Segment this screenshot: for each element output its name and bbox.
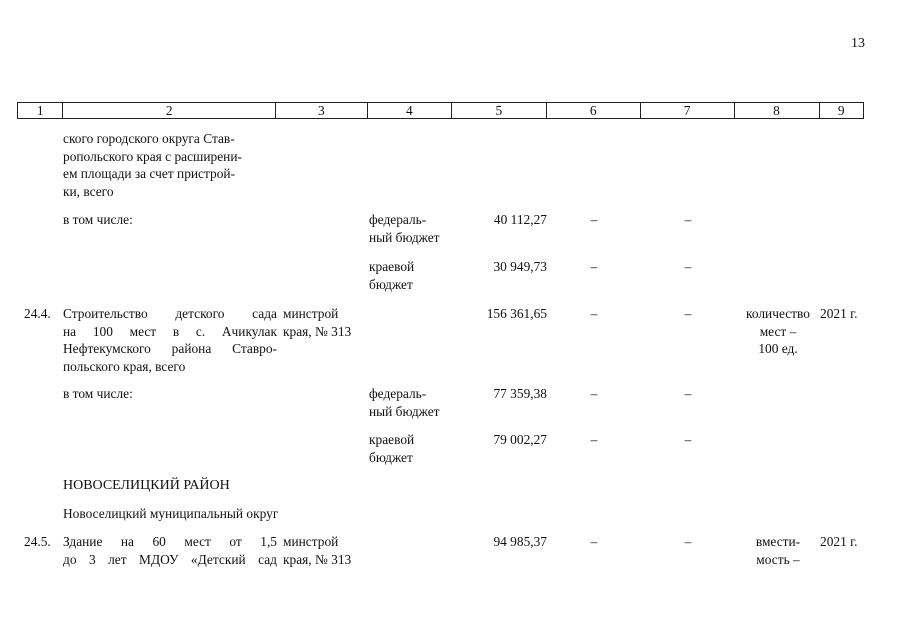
row-24-4-name-line: Нефтекумского района Ставро- — [63, 341, 277, 356]
col-header-5: 5 — [452, 103, 547, 118]
col-header-6: 6 — [547, 103, 641, 118]
source-line: федераль- — [369, 386, 427, 401]
row-cont-name — [63, 130, 242, 200]
sub2-reg-col7: – — [684, 432, 692, 447]
indicator-line: мость – — [756, 551, 800, 567]
row-24-5-name-line: Здание на 60 мест от 1,5 — [63, 534, 277, 549]
row-24-5-amount: 94 985,37 — [493, 534, 547, 549]
sub2-fed-col7: – — [684, 386, 692, 401]
sub1-label: в том числе: — [63, 212, 133, 227]
district-subheading: Новоселицкий муниципальный округ — [63, 506, 279, 521]
sub2-reg-col6: – — [590, 432, 598, 447]
sub2-reg-source — [369, 431, 414, 466]
row-24-4-name-line: польского края, всего — [63, 358, 186, 374]
row-24-4-responsible — [283, 305, 351, 340]
row-24-5-responsible — [283, 533, 351, 568]
indicator-line: мест – — [759, 323, 797, 339]
source-line: ный бюджет — [369, 229, 440, 245]
sub1-reg-col6: – — [590, 259, 598, 274]
responsible-line: края, № 313 — [283, 551, 352, 567]
row-24-4-indicator — [736, 305, 820, 358]
page-number: 13 — [851, 36, 865, 51]
row-24-5-col7: – — [684, 534, 692, 549]
col-header-2: 2 — [63, 103, 275, 118]
col-header-3: 3 — [276, 103, 368, 118]
responsible-line: минстрой — [283, 534, 339, 549]
row-cont-name-line: ки, всего — [63, 183, 114, 199]
sub1-fed-source — [369, 211, 440, 246]
indicator-line: количество — [746, 306, 810, 321]
source-line: краевой — [369, 259, 415, 274]
sub1-fed-amount: 40 112,27 — [493, 212, 547, 227]
indicator-line: вмести- — [755, 534, 801, 549]
col-header-9: 9 — [837, 103, 845, 118]
source-line: федераль- — [369, 212, 427, 227]
col-header-7: 7 — [641, 103, 735, 118]
sub1-reg-col7: – — [684, 259, 692, 274]
row-24-4-col6: – — [590, 306, 598, 321]
col-header-8: 8 — [735, 103, 820, 118]
row-cont-name-line: ропольского края с расширени- — [63, 148, 242, 164]
sub2-fed-source — [369, 385, 440, 420]
sub2-label: в том числе: — [63, 386, 133, 401]
source-line: бюджет — [369, 276, 413, 292]
source-line: ный бюджет — [369, 403, 440, 419]
indicator-line: 100 ед. — [758, 341, 798, 356]
row-cont-name-line: ем площади за счет пристрой- — [63, 166, 236, 181]
sub2-fed-col6: – — [590, 386, 598, 401]
sub1-reg-source — [369, 258, 414, 293]
sub2-fed-amount: 77 359,38 — [493, 386, 547, 401]
responsible-line: края, № 313 — [283, 323, 352, 339]
col-header-1: 1 — [18, 103, 63, 118]
sub2-reg-amount: 79 002,27 — [493, 432, 547, 447]
source-line: краевой — [369, 432, 415, 447]
source-line: бюджет — [369, 449, 413, 465]
row-24-4-col7: – — [684, 306, 692, 321]
row-24-4-name-line: Строительство детского сада — [63, 306, 277, 321]
row-24-4-amount: 156 361,65 — [486, 306, 547, 321]
row-24-5-number: 24.5. — [24, 534, 51, 549]
row-cont-name-line: ского городского округа Став- — [63, 131, 235, 146]
row-24-5-year: 2021 г. — [820, 534, 858, 549]
row-24-4-name — [63, 305, 277, 375]
sub1-reg-amount: 30 949,73 — [493, 259, 547, 274]
row-24-5-name-line: до 3 лет МДОУ «Детский сад — [63, 551, 277, 567]
sub1-fed-col6: – — [590, 212, 598, 227]
row-24-4-number: 24.4. — [24, 306, 51, 321]
table-header — [17, 102, 864, 119]
row-24-4-year: 2021 г. — [820, 306, 858, 321]
responsible-line: минстрой — [283, 306, 339, 321]
row-24-5-name — [63, 533, 277, 568]
district-heading: НОВОСЕЛИЦКИЙ РАЙОН — [63, 478, 230, 493]
row-24-4-name-line: на 100 мест в с. Ачикулак — [63, 323, 277, 339]
row-24-5-indicator — [736, 533, 820, 568]
col-header-4: 4 — [368, 103, 452, 118]
row-24-5-col6: – — [590, 534, 598, 549]
sub1-fed-col7: – — [684, 212, 692, 227]
